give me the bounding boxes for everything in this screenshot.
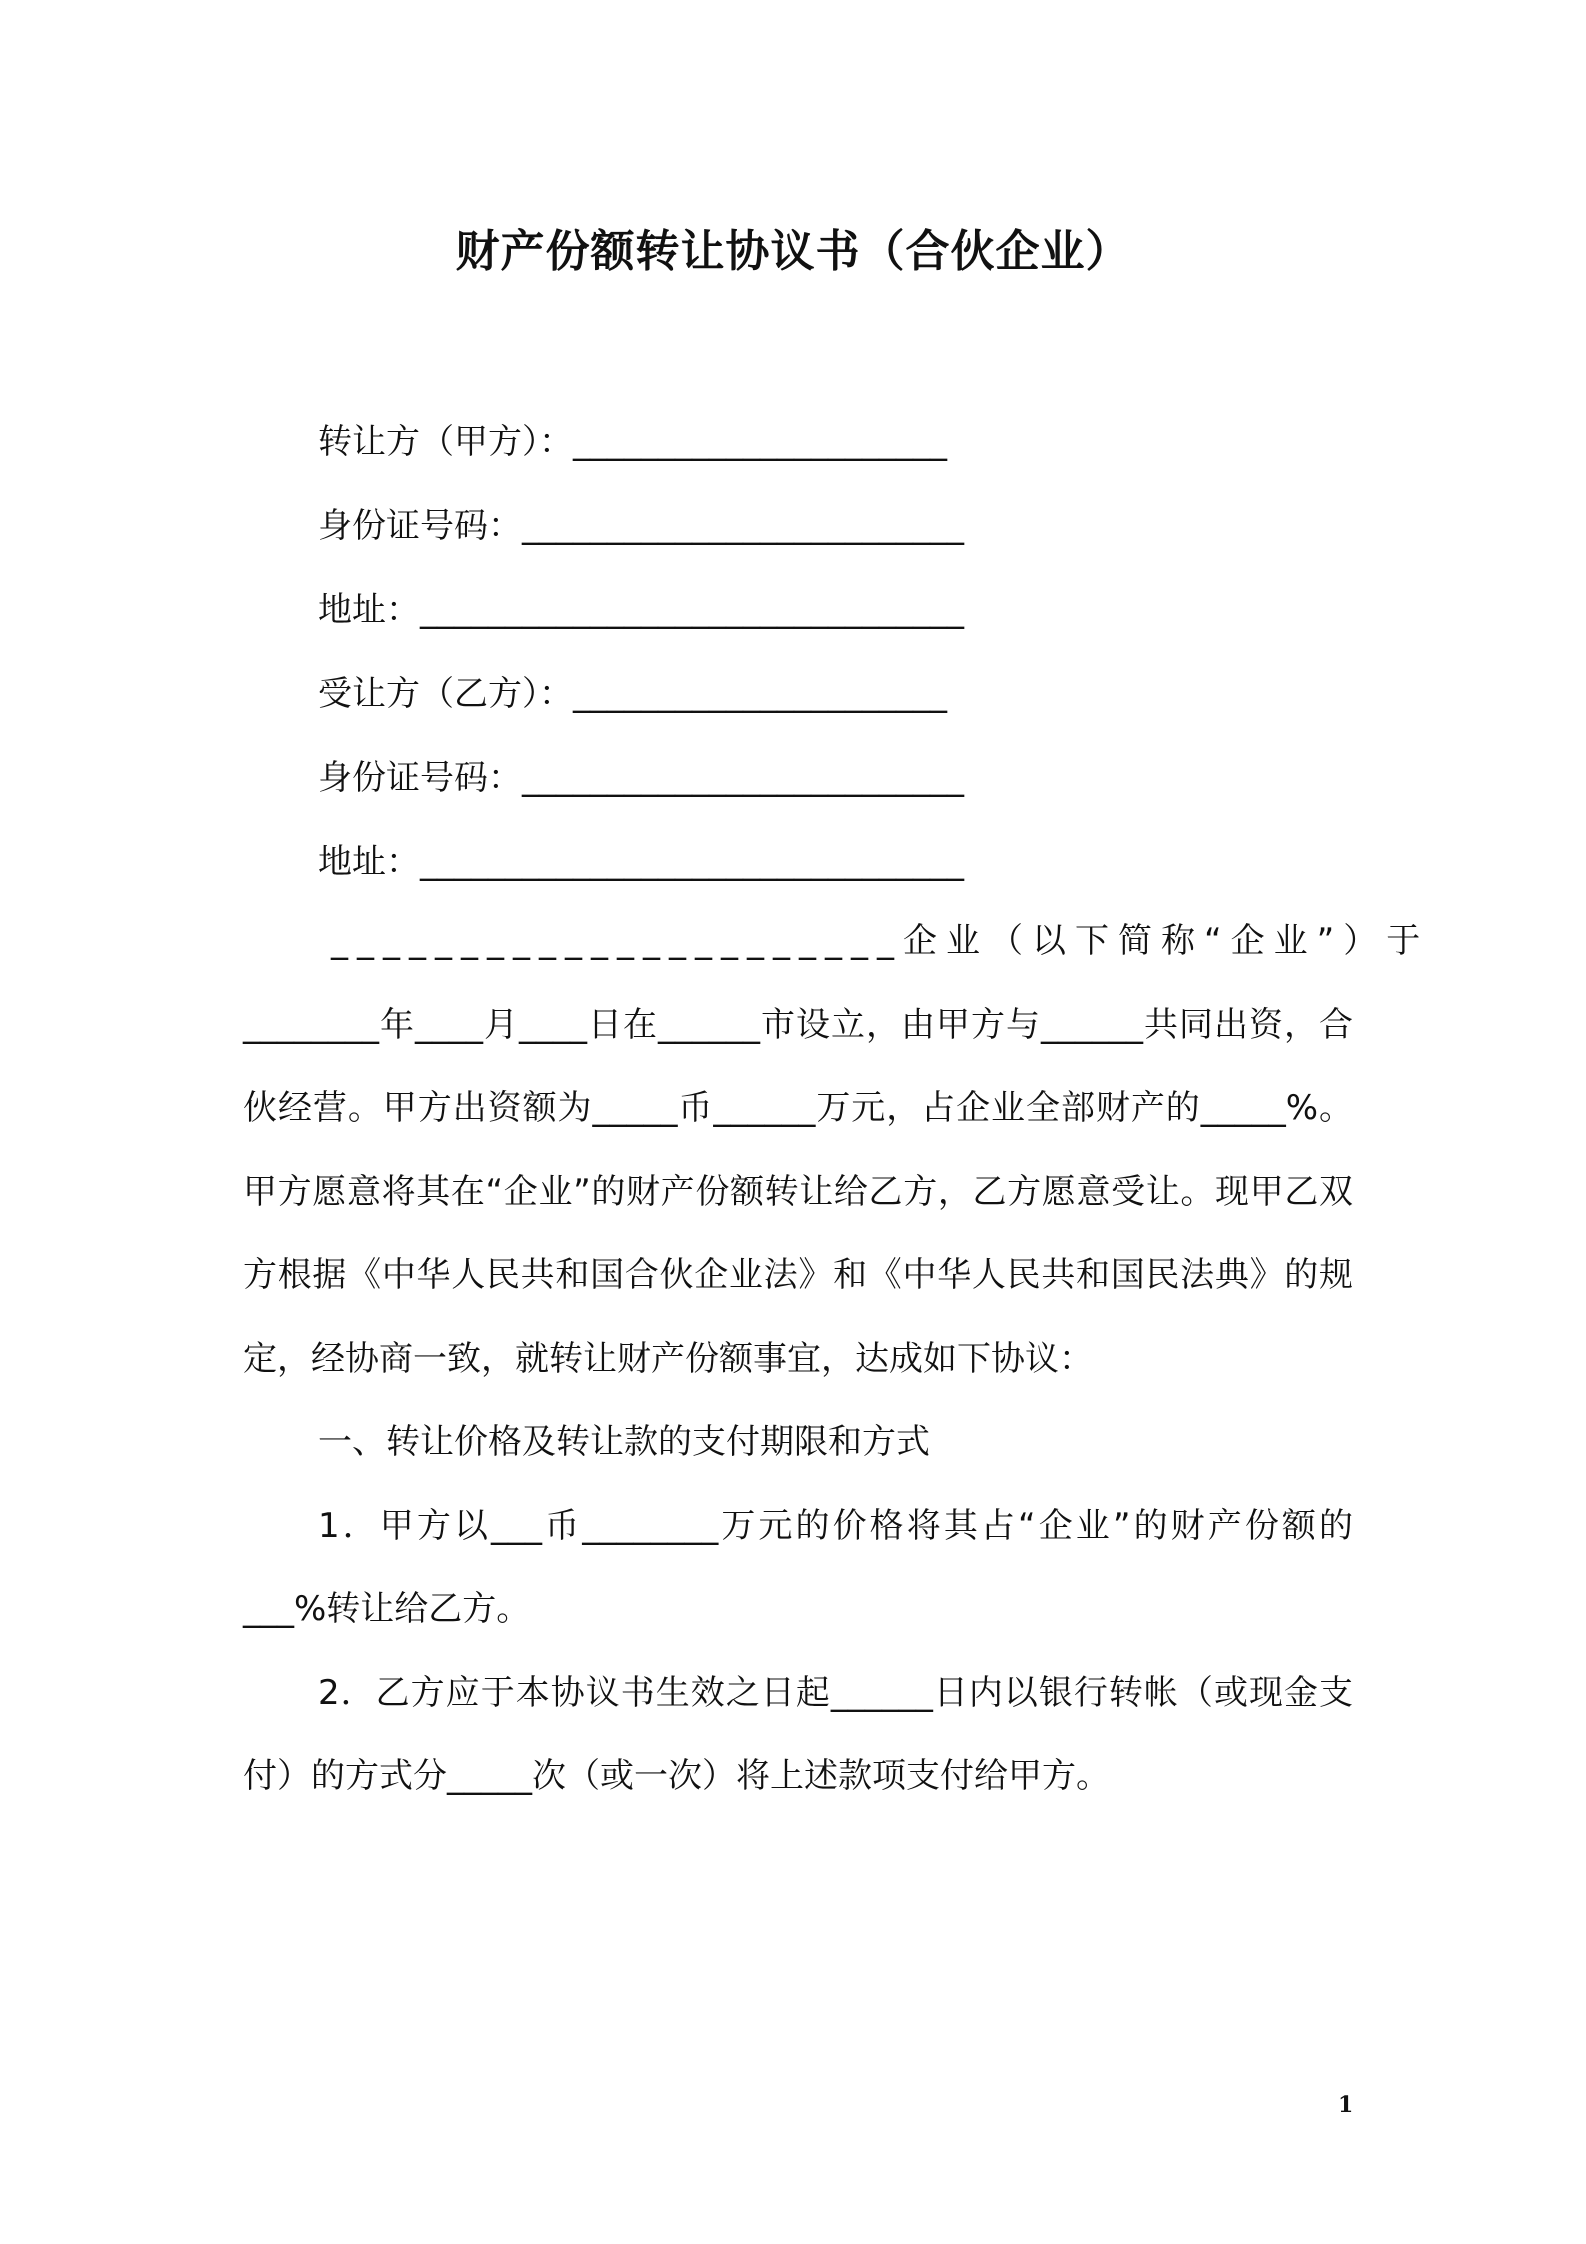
clause-1: 1．甲方以___币________万元的价格将其占“企业”的财产份额的___%转让给乙方。 [243, 1505, 1353, 1629]
clause-2: 2．乙方应于本协议书生效之日起______日内以银行转帐（或现金支付）的方式分_____次（或一次）将上述款项支付给甲方。 [243, 1672, 1353, 1796]
intro-paragraph: ________年____月____日在______市设立，由甲方与______共同出资，合伙经营。甲方出资额为_____币______万元，占企业全部财产的_____%。甲方愿意将其在“企业”的财产份额转让给乙方，乙方愿意受让。现甲乙双方根据《中华人民共和国合伙企业法》和《中华人民共和国民法典》的规定，经协商一致，就转让财产份额事宜，达成如下协议： [243, 1004, 1353, 1379]
transferee-field: 受让方（乙方）：______________________ [318, 674, 947, 714]
transferor-id-field: 身份证号码：__________________________ [318, 506, 964, 546]
transferee-id-field: 身份证号码：__________________________ [318, 758, 964, 798]
section-heading-1: 一、转让价格及转让款的支付期限和方式 [318, 1422, 930, 1462]
document-title: 财产份额转让协议书（合伙企业） [455, 226, 1131, 277]
intro-first-line: ______________________企业（以下简称“企业”）于 [331, 921, 1430, 961]
transferor-address-field: 地址：________________________________ [318, 590, 964, 630]
party-info-block [318, 412, 964, 916]
transferor-field: 转让方（甲方）：______________________ [318, 422, 947, 462]
page-number: 1 [1338, 2092, 1354, 2118]
agreement-body [243, 900, 1430, 1819]
transferee-address-field: 地址：________________________________ [318, 842, 964, 882]
